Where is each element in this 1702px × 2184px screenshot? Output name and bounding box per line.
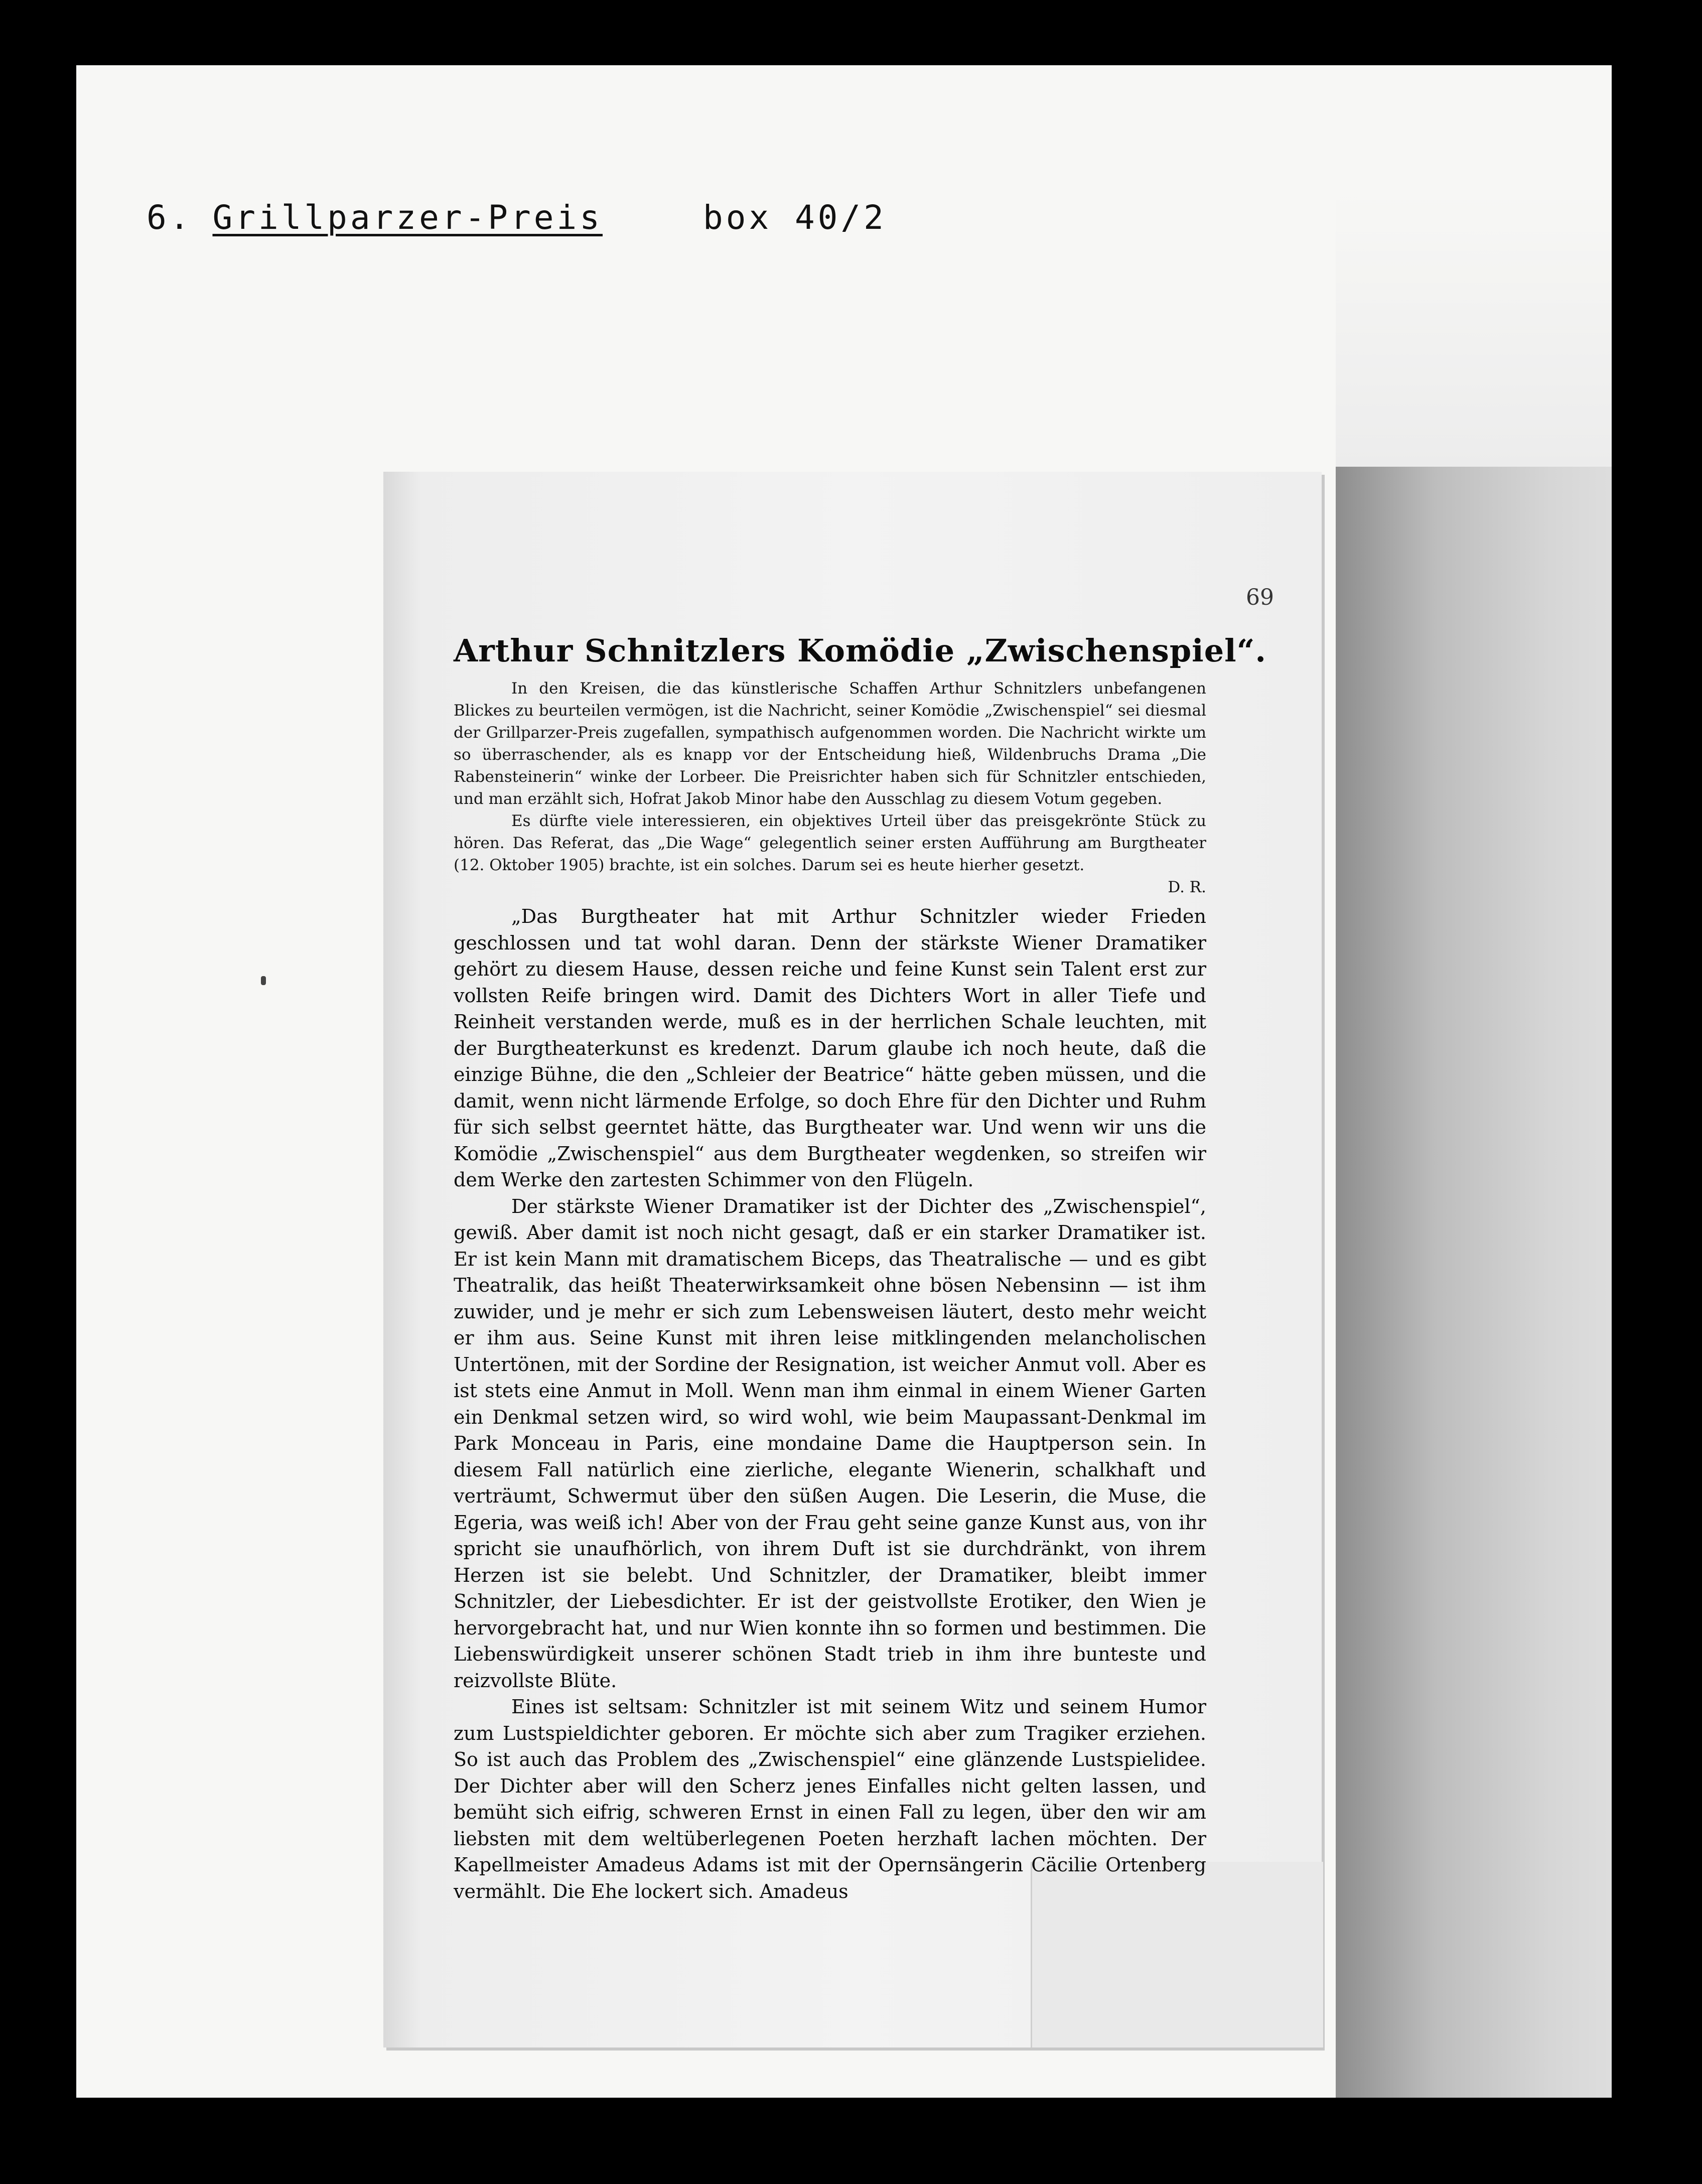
dust-speck: [261, 976, 266, 985]
page-number: 69: [1246, 585, 1274, 610]
intro-paragraph: Es dürfte viele interessieren, ein objektives Urteil über das preisgekrönte Stück zu hören. Das Referat, das „Die Wage“ gelegentlich seiner ersten Aufführung am Burgtheater (12. Oktober 1905) brachte, ist ein solches. Darum sei es heute hierher gesetzt.: [454, 812, 1206, 874]
body-paragraph: „Das Burgtheater hat mit Arthur Schnitzler wieder Frieden geschlossen und tat wohl daran. Denn der stärkste Wiener Dramatiker gehört zu diesem Hause, dessen reiche und feine Kunst sein Talent erst zur vollsten Reife bringen wird. Damit des Dichters Wort in aller Tiefe und Reinheit verstanden werde, muß es in der herrlichen Schale leuchten, mit der Burgtheaterkunst es kredenzt. Darum glaube ich noch heute, daß die einzige Bühne, die den „Schleier der Beatrice“ hätte geben müssen, und die damit, wenn nicht lärmende Erfolge, so doch Ehre für den Dichter und Ruhm für sich selbst geerntet hätte, das Burgtheater war. Und wenn wir uns die Komödie „Zwischenspiel“ aus dem Burgtheater wegdenken, so streifen wir dem Werke den zartesten Schimmer von den Flügeln.: [454, 905, 1206, 1191]
body-paragraph: Der stärkste Wiener Dramatiker ist der Dichter des „Zwischenspiel“, gewiß. Aber damit ist noch nicht gesagt, daß er ein starker Dramatiker ist. Er ist kein Mann mit dramatischem Biceps, das Theatralische — und es gibt Theatralik, das heißt Theaterwirksamkeit ohne bösen Nebensinn — ist ihm zuwider, und je mehr er sich zum Lebensweisen läutert, desto mehr weicht er ihm aus. Seine Kunst mit ihren leise mitklingenden melancholischen Untertönen, mit der Sordine der Resignation, ist weicher Anmut voll. Aber es ist stets eine Anmut in Moll. Wenn man ihm einmal in einem Wiener Garten ein Denkmal setzen wird, so wird wohl, wie beim Maupassant-Denkmal im Park Monceau in Paris, eine mondaine Dame die Hauptperson sein. In diesem Fall natürlich eine zierliche, elegante Wienerin, schalkhaft und verträumt, Schwermut über den süßen Augen. Die Leserin, die Muse, die Egeria, was weiß ich! Aber von der Frau geht seine ganze Kunst aus, von ihr spricht sie unaufhörlich, von ihrem Duft ist sie durchdränkt, von ihrem Herzen ist sie belebt. Und Schnitzler, der Dramatiker, bleibt immer Schnitzler, der Liebesdichter. Er ist der geistvollste Erotiker, den Wien je hervorgebracht hat, und nur Wien konnte ihn so formen und bestimmen. Die Liebenswürdigkeit unserer schönen Stadt trieb in ihm ihre bunteste und reizvollste Blüte.: [454, 1195, 1206, 1692]
intro-signature: D. R.: [1168, 878, 1206, 896]
backing-card-top: [1336, 191, 1612, 472]
backing-card: [1336, 467, 1612, 2098]
body-paragraph: Eines ist seltsam: Schnitzler ist mit seinem Witz und seinem Humor zum Lustspieldichter geboren. Er möchte sich aber zum Tragiker erziehen. So ist auch das Problem des „Zwischenspiel“ eine glänzende Lustspielidee. Der Dichter aber will den Scherz jenes Einfalles nicht gelten lassen, und bemüht sich eifrig, schweren Ernst in einen Fall zu legen, über den wir am liebsten mit dem weltüberlegenen Poeten herzhaft lachen möchten. Der Kapellmeister Amadeus Adams ist mit der Opernsängerin Cäcilie Ortenberg vermählt. Die Ehe lockert sich. Amadeus: [454, 1696, 1206, 1902]
archive-sheet: [76, 65, 1612, 2098]
intro-paragraph: In den Kreisen, die das künstlerische Schaffen Arthur Schnitzlers unbefangenen Blickes zu beurteilen vermögen, ist die Nachricht, seiner Komödie „Zwischenspiel“ sei diesmal der Grillparzer-Preis zugefallen, sympathisch aufgenommen worden. Die Nachricht wirkte um so überraschender, als es knapp vor der Entscheidung hieß, Wildenbruchs Drama „Die Rabensteinerin“ winke der Lorbeer. Die Preisrichter haben sich für Schnitzler entschieden, und man erzählt sich, Hofrat Jakob Minor habe den Ausschlag zu diesem Votum gegeben.: [454, 679, 1206, 808]
newspaper-clipping: [383, 472, 1322, 2048]
header-title: Grillparzer-Preis: [212, 198, 603, 237]
header-number: 6.: [147, 198, 193, 237]
article-body: [454, 903, 1206, 1904]
article-title: Arthur Schnitzlers Komödie „Zwischenspiel“.: [454, 632, 1266, 669]
archive-header: [147, 198, 887, 237]
header-box-label: box 40/2: [703, 198, 887, 237]
article-intro: [454, 677, 1206, 898]
